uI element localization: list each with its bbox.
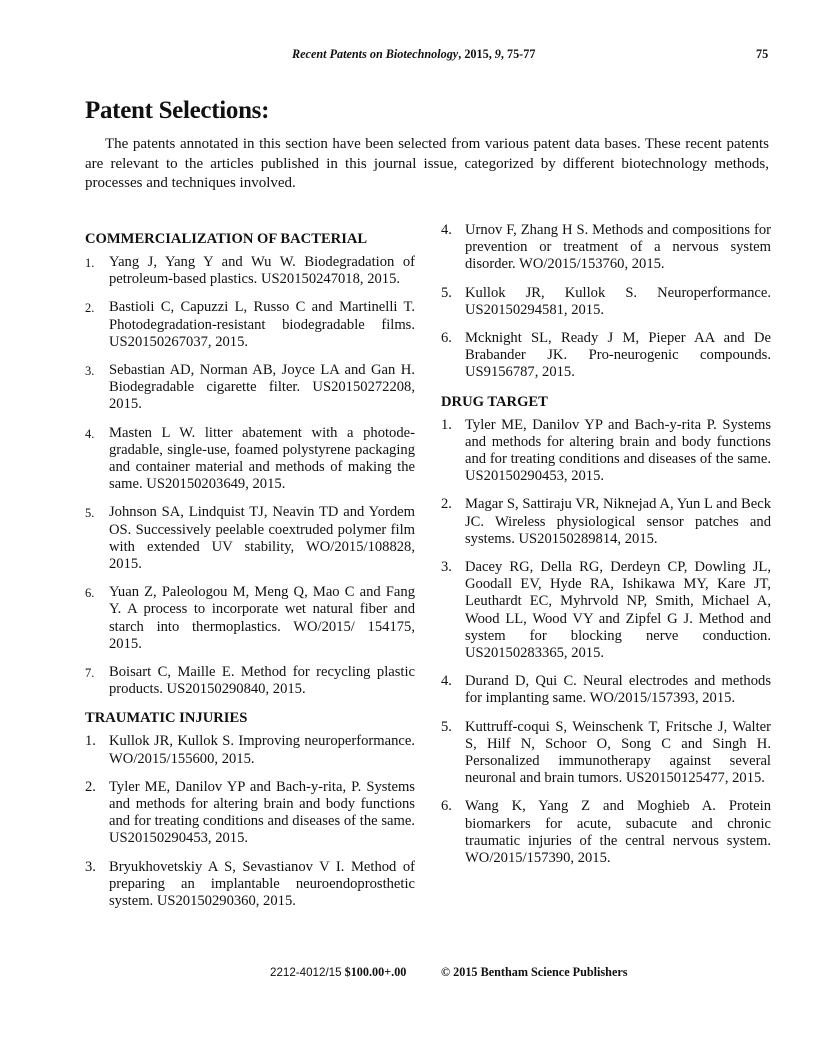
reference-number: 1. — [441, 416, 452, 433]
reference-number: 1. — [85, 256, 95, 270]
reference-item — [85, 299, 415, 351]
reference-text: Wang K, Yang Z and Moghieb A. Protein biomarkers for acute, subacute and chronic traumatic injuries of the central nervous system. WO/2015/157390, 2015. — [465, 798, 771, 867]
section-heading-traumatic-injuries: TRAUMATIC INJURIES — [85, 710, 248, 727]
reference-number: 3. — [441, 559, 452, 576]
reference-text: Mcknight SL, Ready J M, Pieper AA and De Brabander JK. Pro-neurogenic compounds. US9156787, 2015. — [465, 330, 771, 381]
reference-item — [441, 417, 771, 486]
reference-list-traumatic-injuries-part1 — [85, 733, 415, 910]
journal-pages: , 75-77 — [500, 47, 536, 61]
reference-text: Bastioli C, Capuzzi L, Russo C and Martinelli T. Photodegradation-resistant biodegradable films. US20150267037, 2015. — [109, 299, 415, 350]
reference-item — [441, 496, 771, 548]
reference-number: 5. — [441, 718, 452, 735]
reference-item — [441, 673, 771, 707]
reference-number: 6. — [441, 330, 452, 347]
reference-item — [85, 664, 415, 698]
reference-list-commercialization — [85, 254, 415, 698]
page-number: 75 — [756, 47, 769, 61]
reference-number: 4. — [441, 222, 452, 238]
reference-item — [85, 425, 415, 494]
reference-number: 6. — [85, 586, 95, 601]
reference-number: 1. — [85, 733, 96, 750]
reference-item — [441, 222, 771, 274]
reference-number: 2. — [85, 778, 96, 795]
reference-item — [441, 719, 771, 788]
running-head — [0, 47, 816, 65]
reference-number: 4. — [441, 673, 452, 690]
reference-item — [85, 504, 415, 573]
reference-item — [441, 330, 771, 382]
reference-item — [441, 559, 771, 662]
reference-list-traumatic-injuries-part2 — [441, 222, 771, 382]
reference-text: Tyler ME, Danilov YP and Bach-y-rita P. Systems and methods for altering brain and body functions and for treating conditions and diseases of the same. US20150290453, 2015. — [465, 416, 771, 485]
reference-text: Kullok JR, Kullok S. Neuroperformance. US20150294581, 2015. — [465, 284, 771, 318]
reference-text: Bryukhovetskiy A S, Sevastianov V I. Method of preparing an implantable neuroendoprosthetic system. US20150290360, 2015. — [109, 858, 415, 910]
reference-item — [441, 798, 771, 867]
page-title: Patent Selections: — [85, 97, 270, 124]
reference-number: 4. — [85, 426, 95, 441]
reference-text: Dacey RG, Della RG, Derdeyn CP, Dowling JL, Goodall EV, Hyde RA, Ishikawa MY, Kare JT, Leuthardt EC, Myhrvold NP, Smith, Michael A, Wood LL, Wood VY and Zipfel G J. Method and system for blocking nerve conduction. US20150283365, 2015. — [465, 559, 771, 662]
reference-number: 3. — [85, 858, 96, 875]
reference-text: Boisart C, Maille E. Method for recycling plastic products. US20150290840, 2015. — [109, 664, 415, 698]
right-column — [441, 222, 771, 878]
issn-price — [270, 965, 406, 980]
reference-number: 7. — [85, 666, 95, 681]
reference-number: 5. — [85, 506, 95, 521]
issn: 2212-4012/15 — [270, 966, 342, 979]
intro-paragraph: The patents annotated in this section have been selected from various patent data bases. These recent patents are relevant to the articles published in this journal issue, categorized by different biotechnology methods, processes and techniques involved. — [85, 136, 769, 191]
reference-number: 5. — [441, 284, 452, 301]
journal-citation — [292, 47, 535, 62]
reference-item — [441, 285, 771, 319]
reference-item — [85, 779, 415, 848]
reference-text: Durand D, Qui C. Neural electrodes and methods for implanting same. WO/2015/157393, 2015. — [465, 673, 771, 707]
journal-name: Recent Patents on Biotechnology — [292, 47, 459, 61]
reference-text: Yuan Z, Paleologou M, Meng Q, Mao C and Fang Y. A process to incorporate wet natural fiber and starch into thermoplastics. WO/2015/ 154175, 2015. — [109, 584, 415, 652]
reference-text: Tyler ME, Danilov YP and Bach-y-rita, P. Systems and methods for altering brain and body functions and for treating conditions and diseases of the same. US20150290453, 2015. — [109, 778, 415, 847]
reference-text: Magar S, Sattiraju VR, Niknejad A, Yun L and Beck JC. Wireless physiological sensor patches and systems. US20150289814, 2015. — [465, 496, 771, 547]
copyright: © 2015 Bentham Science Publishers — [441, 965, 628, 979]
reference-item — [85, 584, 415, 653]
reference-item — [85, 362, 415, 414]
reference-text: Yang J, Yang Y and Wu W. Biodegradation of petroleum-based plastics. US20150247018, 2015. — [109, 254, 415, 288]
reference-number: 6. — [441, 798, 452, 815]
reference-number: 3. — [85, 364, 95, 379]
reference-item — [85, 254, 415, 288]
reference-list-drug-target — [441, 417, 771, 868]
left-column — [85, 230, 415, 921]
section-heading-drug-target: DRUG TARGET — [441, 393, 548, 410]
reference-text: Urnov F, Zhang H S. Methods and compositions for prevention or treatment of a nervous system disorder. WO/2015/153760, 2015. — [465, 222, 771, 273]
reference-number: 2. — [85, 301, 95, 316]
reference-number: 2. — [441, 496, 452, 513]
price: $100.00+.00 — [341, 965, 407, 979]
reference-text: Johnson SA, Lindquist TJ, Neavin TD and Yordem OS. Successively peelable coextruded polymer film with extended UV stability, WO/2015/108828, 2015. — [109, 504, 415, 573]
reference-item — [85, 859, 415, 911]
reference-text: Masten L W. litter abatement with a photodegradable, single-use, foamed polystyrene packaging and container material and methods of making the same. US20150203649, 2015. — [109, 424, 415, 493]
section-heading-commercialization: COMMERCIALIZATION OF BACTERIAL — [85, 231, 368, 247]
journal-volume: 9 — [494, 47, 501, 61]
journal-year: , 2015, — [458, 47, 495, 61]
reference-text: Sebastian AD, Norman AB, Joyce LA and Gan H. Biodegradable cigarette filter. US20150272208, 2015. — [109, 362, 415, 413]
reference-text: Kullok JR, Kullok S. Improving neuroperformance. WO/2015/155600, 2015. — [109, 733, 415, 767]
reference-text: Kuttruff-coqui S, Weinschenk T, Fritsche J, Walter S, Hilf N, Schoor O, Song C and Singh H. Personalized immunotherapy against several neuronal and brain tumors. US20150125477, 2015. — [465, 718, 771, 787]
reference-item — [85, 733, 415, 767]
